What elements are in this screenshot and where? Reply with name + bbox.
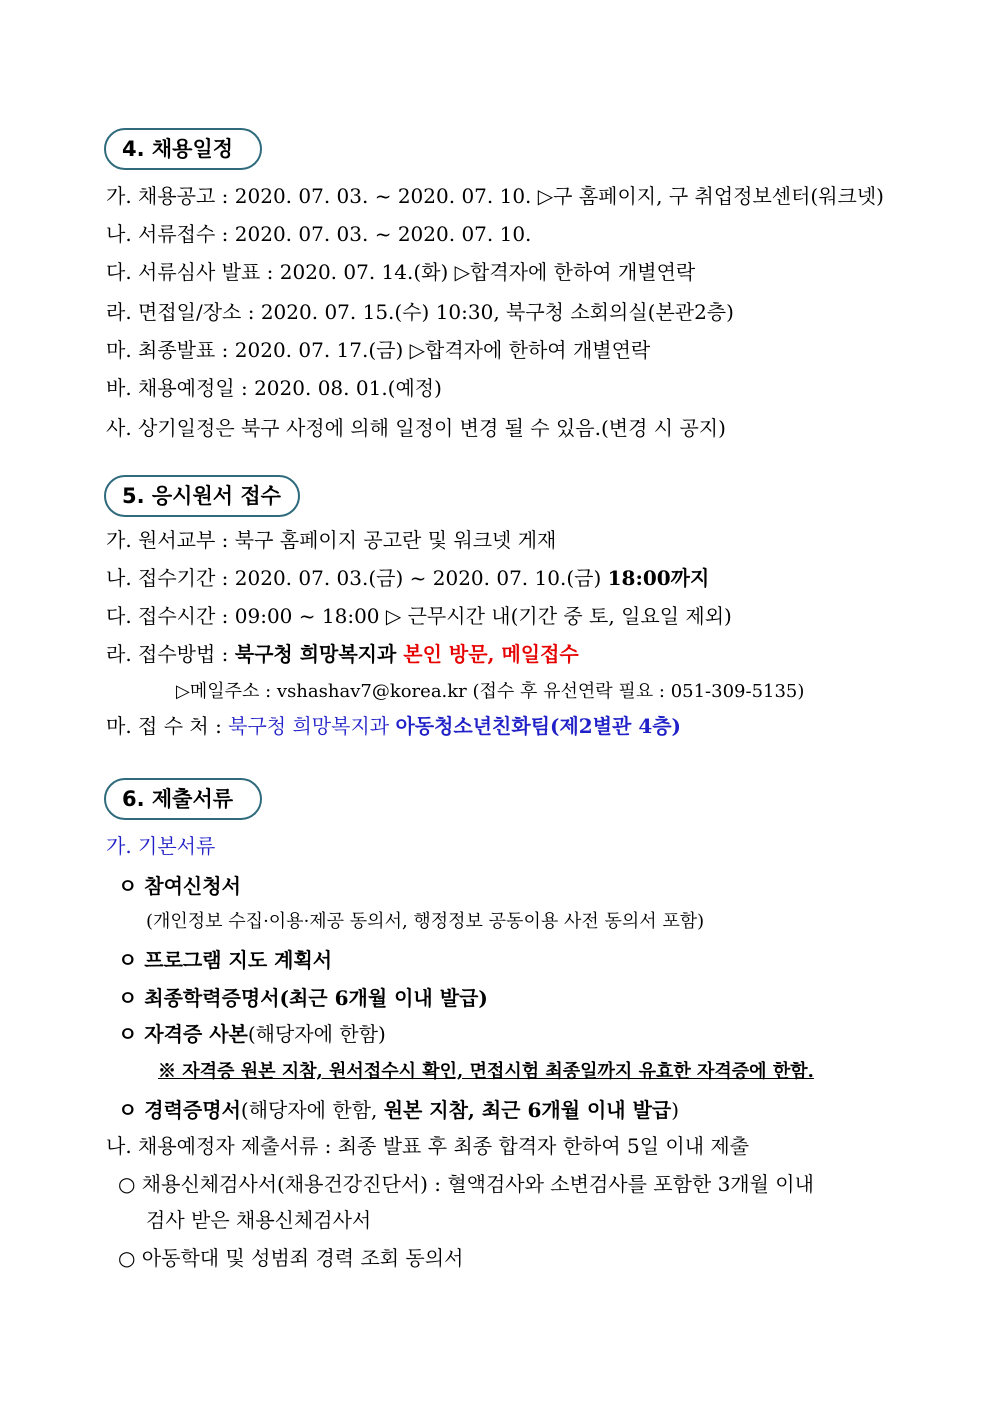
doc-license-copy-note: (해당자에 한함) [247, 1022, 386, 1046]
place-label: 마. 접 수 처 : [106, 714, 229, 738]
license-notice: ※ 자격증 원본 지참, 원서접수시 확인, 면접시험 최종일까지 유효한 자격증에 한함. [158, 1061, 814, 1082]
section-4-heading: 4. 채용일정 [104, 128, 262, 170]
hire-documents-label: 나. 채용예정자 제출서류 : 최종 발표 후 최종 합격자 한하여 5일 이내 제출 [106, 1134, 750, 1158]
doc-career-bold-note: 원본 지참, 최근 6개월 이내 발급 [383, 1098, 672, 1122]
method-visit-email: 본인 방문, 메일접수 [403, 642, 579, 666]
schedule-item-ga: 가. 채용공고 : 2020. 07. 03. ~ 2020. 07. 10. ▷구 홈페이지, 구 취업정보센터(워크넷) [106, 184, 884, 208]
doc-career-close: ) [671, 1098, 680, 1122]
doc-application-form-note: (개인정보 수집·이용·제공 동의서, 행정정보 공동이용 사전 동의서 포함) [146, 911, 705, 932]
application-item-ra [106, 639, 579, 669]
email-address-line: ▷메일주소 : vshashav7@korea.kr (접수 후 유선연락 필요 : 051-309-5135) [176, 681, 805, 702]
application-item-na [106, 563, 709, 593]
application-item-ma [106, 711, 681, 741]
doc-career-label: ㅇ 경력증명서 [118, 1098, 241, 1122]
method-office: 북구청 희망복지과 [234, 642, 404, 666]
doc-program-plan: ㅇ 프로그램 지도 계획서 [118, 948, 333, 972]
section-5-heading: 5. 응시원서 접수 [104, 475, 300, 517]
place-team: 아동청소년친화팀(제2별관 4층) [395, 714, 682, 738]
doc-license-copy [118, 1019, 386, 1049]
doc-license-copy-label: ㅇ 자격증 사본 [118, 1022, 248, 1046]
doc-career-certificate [118, 1095, 679, 1125]
application-item-da: 다. 접수시간 : 09:00 ~ 18:00 ▷ 근무시간 내(기간 중 토, 일요일 제외) [106, 604, 732, 628]
doc-career-note: (해당자에 한함, [240, 1098, 384, 1122]
basic-documents-label: 가. 기본서류 [106, 834, 216, 858]
application-deadline: 18:00까지 [607, 566, 710, 590]
doc-health-check: ○ 채용신체검사서(채용건강진단서) : 혈액검사와 소변검사를 포함한 3개월 이내 [118, 1172, 814, 1196]
schedule-item-ra: 라. 면접일/장소 : 2020. 07. 15.(수) 10:30, 북구청 소회의실(본관2층) [106, 300, 734, 324]
schedule-item-na: 나. 서류접수 : 2020. 07. 03. ~ 2020. 07. 10. [106, 222, 532, 246]
method-label: 라. 접수방법 : [106, 642, 235, 666]
doc-criminal-record-consent: ○ 아동학대 및 성범죄 경력 조회 동의서 [118, 1246, 464, 1270]
application-item-ga: 가. 원서교부 : 북구 홈페이지 공고란 및 워크넷 게재 [106, 528, 557, 552]
application-period: 나. 접수기간 : 2020. 07. 03.(금) ~ 2020. 07. 10.(금) [106, 566, 608, 590]
doc-application-form: ㅇ 참여신청서 [118, 874, 241, 898]
schedule-item-sa: 사. 상기일정은 북구 사정에 의해 일정이 변경 될 수 있음.(변경 시 공지) [106, 416, 726, 440]
section-6-heading: 6. 제출서류 [104, 778, 262, 820]
doc-education-certificate: ㅇ 최종학력증명서(최근 6개월 이내 발급) [118, 986, 488, 1010]
schedule-item-ba: 바. 채용예정일 : 2020. 08. 01.(예정) [106, 376, 442, 400]
place-office: 북구청 희망복지과 [228, 714, 396, 738]
schedule-item-ma: 마. 최종발표 : 2020. 07. 17.(금) ▷합격자에 한하여 개별연락 [106, 338, 651, 362]
schedule-item-da: 다. 서류심사 발표 : 2020. 07. 14.(화) ▷합격자에 한하여 개별연락 [106, 260, 696, 284]
doc-health-check-cont: 검사 받은 채용신체검사서 [146, 1208, 372, 1232]
